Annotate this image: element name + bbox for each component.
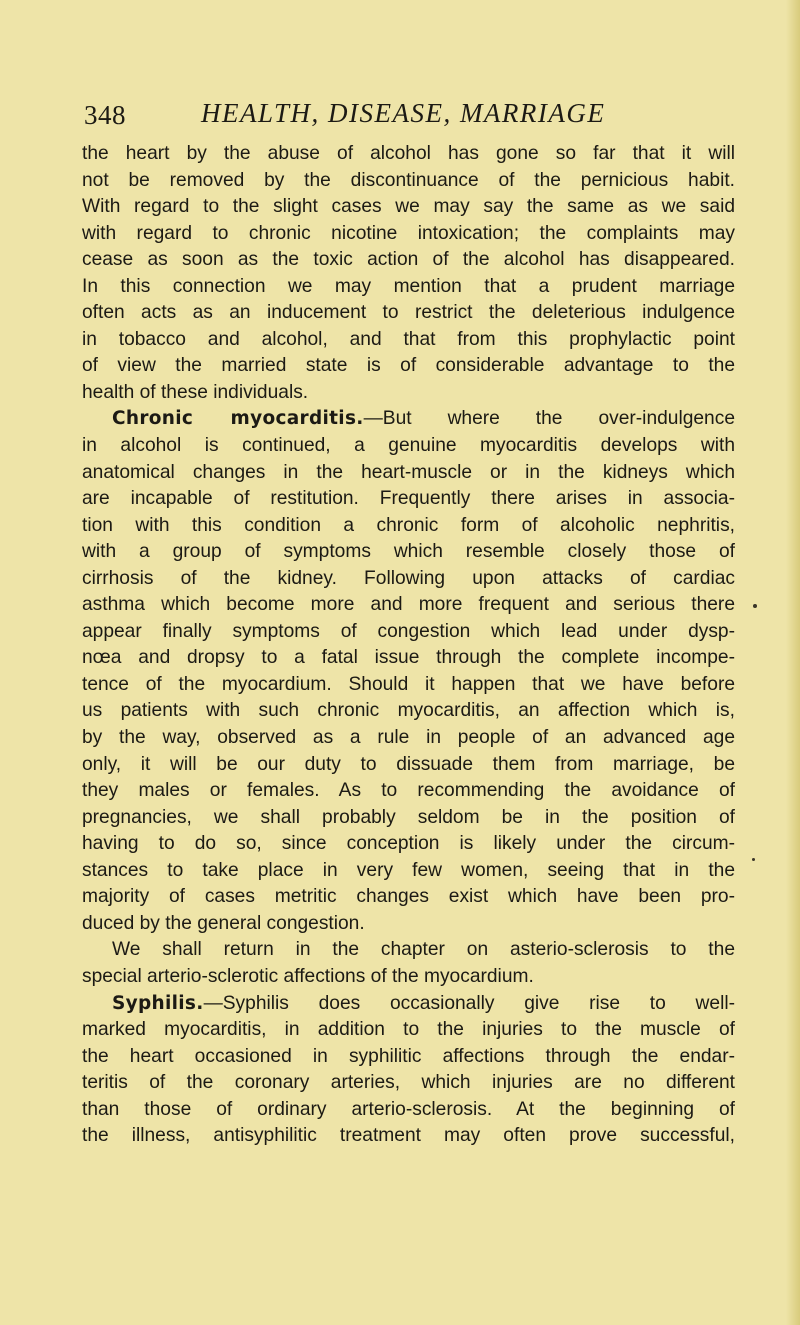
line-text: they males or females. As to recommending the avoidance of [82,780,735,802]
text-line [82,1123,735,1150]
text-line [82,672,735,699]
text-line [82,221,735,248]
line-text: teritis of the coronary arteries, which injuries are no different [82,1072,735,1094]
text-line [82,380,735,407]
text-line [82,327,735,354]
line-text: health of these individuals. [82,381,309,403]
text-line [82,486,735,513]
line-text: duced by the general congestion. [82,912,365,934]
text-line [82,1044,735,1071]
page-edge-shadow [786,0,800,1325]
text-line [82,433,735,460]
line-text: not be removed by the discontinuance of the pernicious habit. [82,169,735,191]
text-line [82,353,735,380]
line-text: With regard to the slight cases we may say the same as we said [82,196,735,218]
text-line [82,619,735,646]
line-text: tion with this condition a chronic form of alcoholic nephritis, [82,514,735,536]
line-text: majority of cases metritic changes exist which have been pro- [82,886,735,908]
text-line [82,884,735,911]
text-line [82,991,735,1018]
line-text: In this connection we may mention that a prudent marriage [82,275,735,297]
margin-speck [752,858,755,861]
text-line [82,831,735,858]
text-line [82,911,735,938]
line-text: with regard to chronic nicotine intoxication; the complaints may [82,222,735,244]
text-line [82,300,735,327]
line-text: nœa and dropsy to a fatal issue through the complete incompe- [82,647,735,669]
line-text: by the way, observed as a rule in people of an advanced age [82,727,735,749]
body-text [82,141,735,1150]
line-text: tence of the myocardium. Should it happen that we have before [82,673,735,695]
section-heading-syphilis: Syphilis. [112,992,204,1014]
line-text: —But where the over-indulgence [363,408,735,430]
line-text: We shall return in the chapter on asterio-sclerosis to the [112,939,735,961]
text-line [82,698,735,725]
line-text: anatomical changes in the heart-muscle or in the kidneys which [82,461,735,483]
line-text: asthma which become more and more frequent and serious there [82,594,735,616]
text-line [82,141,735,168]
text-line [82,513,735,540]
line-text: cirrhosis of the kidney. Following upon attacks of cardiac [82,567,735,589]
line-text: the heart occasioned in syphilitic affections through the endar- [82,1045,735,1067]
text-line [82,964,735,991]
line-text: stances to take place in very few women, seeing that in the [82,859,735,881]
line-text: are incapable of restitution. Frequently there arises in associa- [82,488,735,510]
text-line [82,1097,735,1124]
text-line [82,168,735,195]
text-line [82,725,735,752]
line-text: having to do so, since conception is likely under the circum- [82,833,735,855]
text-line [82,247,735,274]
text-line [82,778,735,805]
text-line [82,805,735,832]
line-text: in tobacco and alcohol, and that from this prophylactic point [82,328,735,350]
line-text: pregnancies, we shall probably seldom be in the position of [82,806,735,828]
line-text: with a group of symptoms which resemble closely those of [82,541,735,563]
text-line [82,274,735,301]
line-text: of view the married state is of considerable advantage to the [82,355,735,377]
section-heading-chronic-myocarditis: Chronic myocarditis. [112,408,364,430]
text-line [82,406,735,433]
text-line [82,539,735,566]
line-text: —Syphilis does occasionally give rise to well- [203,992,735,1014]
text-line [82,566,735,593]
running-head [84,96,724,136]
line-text: often acts as an inducement to restrict the deleterious indulgence [82,302,735,324]
line-text: marked myocarditis, in addition to the injuries to the muscle of [82,1019,735,1041]
text-line [82,1017,735,1044]
line-text: than those of ordinary arterio-sclerosis. At the beginning of [82,1098,735,1120]
margin-speck [753,604,757,608]
page-number: 348 [84,100,126,130]
text-line [82,592,735,619]
text-line [82,645,735,672]
line-text: only, it will be our duty to dissuade them from marriage, be [82,753,735,775]
line-text: the heart by the abuse of alcohol has gone so far that it will [82,143,735,164]
text-line [82,752,735,779]
text-line [82,194,735,221]
running-title: HEALTH, DISEASE, MARRIAGE [201,98,606,128]
line-text: us patients with such chronic myocarditis, an affection which is, [82,700,735,722]
line-text: special arterio-sclerotic affections of the myocardium. [82,965,534,987]
line-text: the illness, antisyphilitic treatment may often prove successful, [82,1125,735,1147]
line-text: cease as soon as the toxic action of the alcohol has disappeared. [82,249,735,271]
text-line [82,937,735,964]
line-text: in alcohol is continued, a genuine myocarditis develops with [82,435,735,457]
text-line [82,460,735,487]
line-text: appear finally symptoms of congestion which lead under dysp- [82,620,735,642]
text-line [82,1070,735,1097]
text-line [82,858,735,885]
